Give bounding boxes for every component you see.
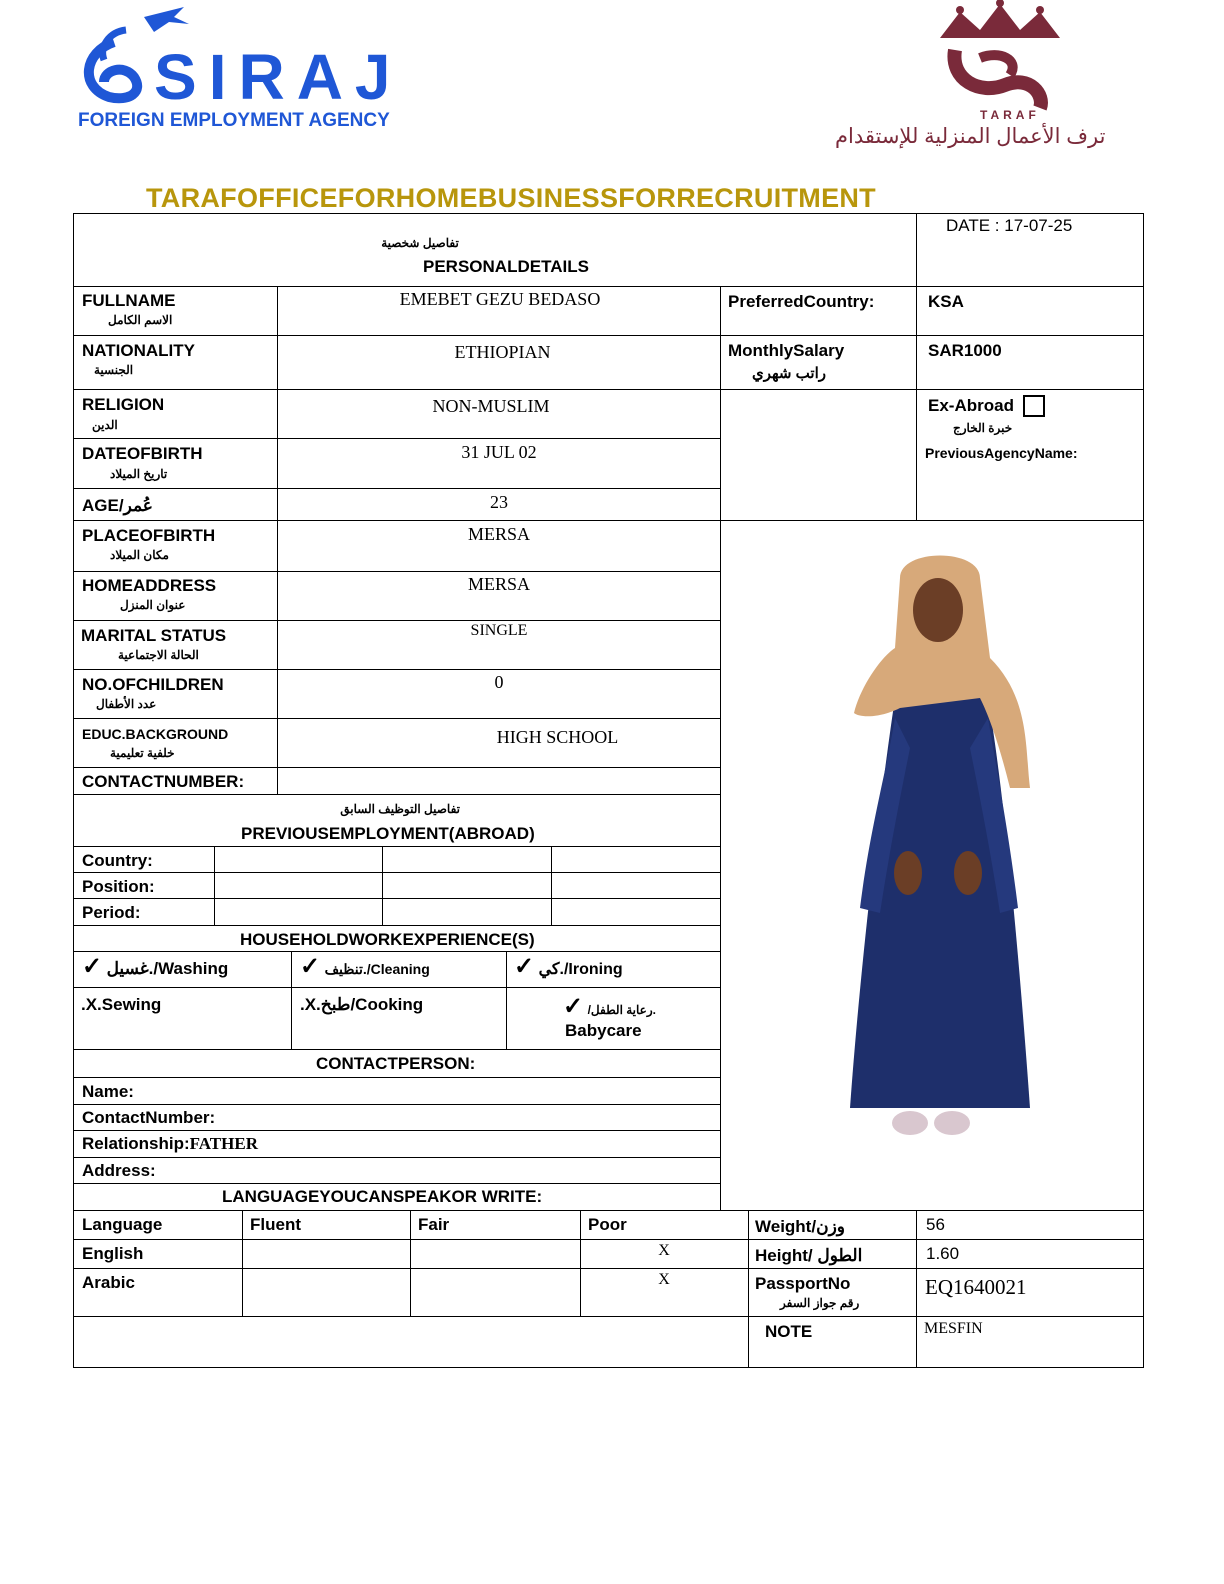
children-value: 0 [494, 672, 504, 692]
cleaning-skill [300, 952, 430, 981]
sewing-skill: .X.Sewing [81, 995, 162, 1014]
pob-label: PLACEOFBIRTH [82, 526, 216, 545]
contact-number-label: CONTACTNUMBER: [82, 772, 245, 791]
siraj-subtitle: FOREIGN EMPLOYMENT AGENCY [78, 110, 390, 131]
row-line [73, 571, 721, 572]
relationship-value: FATHER [189, 1134, 258, 1153]
arabic-poor-mark: X [658, 1271, 670, 1288]
row-line [73, 1130, 721, 1131]
row-line [73, 389, 1144, 390]
pob-label-ar: مكان الميلاد [110, 548, 169, 562]
address-label-ar: عنوان المنزل [120, 598, 186, 612]
taraf-logo [830, 0, 1200, 160]
language-english: English [82, 1244, 144, 1263]
washing-label: غسيل./Washing [106, 959, 229, 978]
ex-abroad-checkbox[interactable] [1023, 395, 1045, 417]
row-line [73, 872, 721, 873]
preferred-country-value: KSA [928, 292, 964, 311]
monthly-salary-value: SAR1000 [928, 341, 1002, 360]
col-line [580, 1210, 581, 1316]
poor-col-header: Poor [588, 1215, 627, 1234]
passport-label-ar: رقم جواز السفر [780, 1296, 860, 1310]
ironing-skill [514, 952, 623, 981]
row-line [73, 987, 721, 988]
fullname-label-ar: الاسم الكامل [108, 313, 173, 327]
check-icon: ✓ [514, 953, 535, 980]
row-line [73, 1210, 1144, 1211]
relationship-label: Relationship: [82, 1134, 190, 1153]
language-heading: LANGUAGEYOUCANSPEAKOR WRITE: [222, 1187, 543, 1206]
taraf-name: TARAF [980, 108, 1040, 122]
marital-value: SINGLE [470, 622, 528, 639]
contact-number-label-2: ContactNumber: [82, 1108, 216, 1127]
row-line [73, 620, 721, 621]
page-title: TARAFOFFICEFORHOMEBUSINESSFORRECRUITMENT [146, 183, 876, 213]
siraj-name: SIRAJ [154, 41, 403, 113]
english-poor-mark: X [658, 1242, 670, 1259]
row-line [73, 1268, 1144, 1269]
row-line [73, 794, 721, 795]
weight-value: 56 [926, 1215, 945, 1234]
age-label: AGE/عُمر [82, 496, 153, 515]
row-line [73, 1183, 721, 1184]
dob-value: 31 JUL 02 [461, 442, 537, 462]
fullname-value: EMEBET GEZU BEDASO [399, 289, 601, 309]
personal-details-ar: تفاصيل شخصية [381, 236, 459, 250]
babycare-label: Babycare [565, 1021, 642, 1040]
babycare-skill-ar [563, 992, 656, 1021]
babycare-label-ar: /رعاية الطفل. [587, 1003, 656, 1017]
marital-label-ar: الحالة الاجتماعية [118, 648, 199, 662]
row-line [73, 520, 1144, 521]
ironing-label: كي./Ironing [538, 961, 623, 978]
previous-position-label: Position: [82, 877, 155, 896]
col-line [916, 286, 917, 521]
nationality-label-ar: الجنسية [94, 363, 134, 377]
fullname-label: FULLNAME [82, 291, 176, 310]
monthly-salary-label: MonthlySalary [728, 341, 845, 360]
previous-employment-heading: PREVIOUSEMPLOYMENT(ABROAD) [241, 824, 535, 843]
candidate-photo [840, 548, 1040, 1148]
check-icon: ✓ [82, 953, 103, 980]
row-line [73, 1077, 721, 1078]
row-line [73, 335, 1144, 336]
religion-label-ar: الدين [92, 418, 118, 432]
row-line [73, 718, 721, 719]
educ-value: HIGH SCHOOL [496, 727, 619, 747]
col-line [242, 1210, 243, 1316]
taraf-arabic: ترف الأعمال المنزلية للإستقدام [835, 125, 1106, 148]
religion-label: RELIGION [82, 395, 165, 414]
household-heading: HOUSEHOLDWORKEXPERIENCE(S) [240, 930, 535, 949]
check-icon: ✓ [300, 953, 321, 980]
contact-person-heading: CONTACTPERSON: [316, 1054, 476, 1073]
row-line [73, 488, 721, 489]
cooking-skill: .X.طبخ/Cooking [300, 995, 424, 1014]
col-line [277, 286, 278, 794]
col-line [748, 1210, 749, 1368]
note-value: MESFIN [924, 1320, 983, 1337]
children-label-ar: عدد الأطفال [96, 697, 157, 711]
previous-employment-ar: تفاصيل التوظيف السابق [340, 802, 460, 816]
preferred-country-label: PreferredCountry: [728, 292, 875, 311]
previous-country-label: Country: [82, 851, 153, 870]
height-label: Height/ الطول [755, 1246, 863, 1265]
siraj-logo [74, 2, 414, 132]
row-line [73, 1157, 721, 1158]
ex-abroad-label-ar: خبرة الخارج [953, 421, 1013, 435]
row-line [73, 438, 721, 439]
age-value: 23 [490, 492, 508, 512]
dob-label-ar: تاريخ الميلاد [110, 467, 168, 481]
previous-period-label: Period: [82, 903, 141, 922]
address-value: MERSA [467, 574, 530, 594]
educ-label: EDUC.BACKGROUND [82, 726, 229, 742]
dob-label: DATEOFBIRTH [82, 444, 203, 463]
col-line [291, 951, 292, 1049]
passport-label: PassportNo [755, 1274, 851, 1293]
relationship-row [82, 1134, 258, 1154]
language-arabic: Arabic [82, 1273, 135, 1292]
fluent-col-header: Fluent [250, 1215, 301, 1234]
col-line [410, 1210, 411, 1316]
nationality-value: ETHIOPIAN [454, 342, 551, 362]
col-line [382, 846, 383, 925]
row-line [73, 767, 721, 768]
col-line [214, 846, 215, 925]
row-line [73, 898, 721, 899]
weight-label: Weight/وزن [755, 1217, 845, 1236]
nationality-label: NATIONALITY [82, 341, 196, 360]
row-line [73, 1316, 1144, 1317]
col-line [720, 286, 721, 1210]
religion-value: NON-MUSLIM [432, 396, 550, 416]
passport-value: EQ1640021 [925, 1275, 1027, 1299]
address-label: HOMEADDRESS [82, 576, 217, 595]
row-line [73, 1049, 721, 1050]
contact-address-label: Address: [82, 1161, 156, 1180]
col-line [506, 951, 507, 1049]
washing-skill [82, 952, 228, 981]
contact-name-label: Name: [82, 1082, 134, 1101]
educ-label-ar: خلفية تعليمية [110, 746, 175, 760]
row-line [73, 1239, 1144, 1240]
monthly-salary-label-ar: راتب شهري [752, 365, 826, 382]
cleaning-label: تنظيف./Cleaning [324, 961, 430, 977]
previous-agency-label: PreviousAgencyName: [925, 445, 1078, 461]
fair-col-header: Fair [418, 1215, 450, 1234]
col-line [551, 846, 552, 925]
row-line [73, 669, 721, 670]
check-icon: ✓ [563, 993, 584, 1020]
marital-label: MARITAL STATUS [81, 626, 227, 645]
row-line [73, 1104, 721, 1105]
form-date: DATE : 17-07-25 [946, 216, 1073, 235]
col-line [916, 1210, 917, 1368]
note-label: NOTE [765, 1322, 813, 1341]
row-line [73, 846, 721, 847]
row-line [73, 286, 1144, 287]
children-label: NO.OFCHILDREN [82, 675, 224, 694]
personal-details-heading: PERSONALDETAILS [423, 257, 589, 276]
pob-value: MERSA [467, 524, 530, 544]
height-value: 1.60 [926, 1244, 960, 1263]
ex-abroad-label: Ex-Abroad [928, 396, 1014, 415]
row-line [73, 925, 721, 926]
language-col-header: Language [82, 1215, 163, 1234]
